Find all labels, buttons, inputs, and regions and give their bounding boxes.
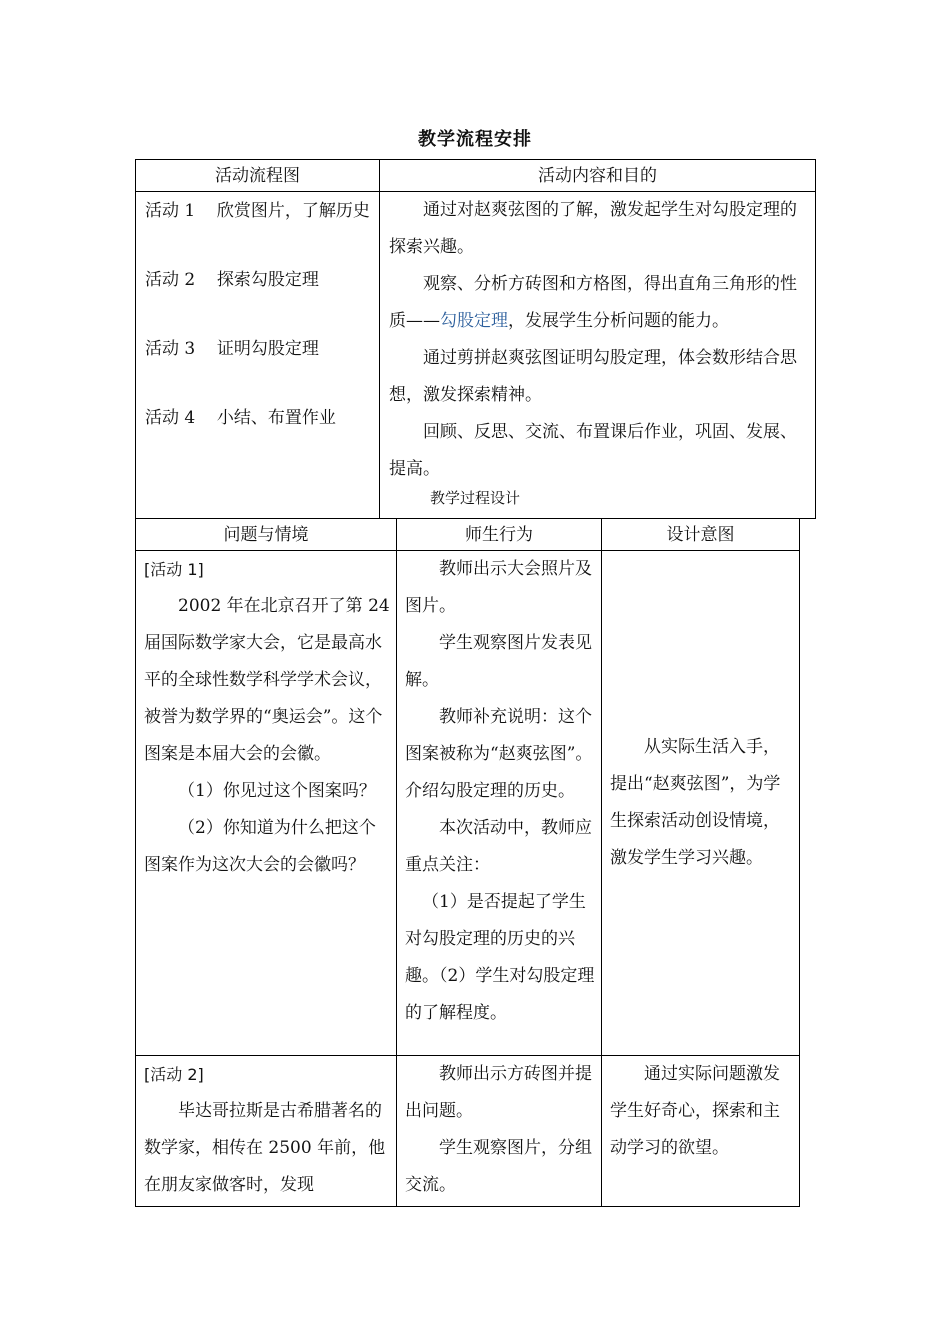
process-header-question: 问题与情境 — [136, 519, 397, 551]
activity-1-question-2: （2）你知道为什么把这个图案作为这次大会的会徽吗？ — [144, 818, 376, 875]
flow-header-chart: 活动流程图 — [136, 160, 380, 192]
flow-content-p4: 回顾、反思、交流、布置课后作业，巩固、发展、提高。 — [389, 422, 797, 479]
activity-2-heading: [活动 2] — [144, 1065, 204, 1084]
flow-table — [135, 159, 816, 519]
activity-2-question-cell — [136, 1056, 397, 1207]
section-subtitle: 教学过程设计 — [429, 489, 520, 507]
activity-1-behavior-5: （1）是否提起了学生对勾股定理的历史的兴趣。（2）学生对勾股定理的了解程度。 — [405, 892, 595, 1023]
flow-activities-cell — [136, 192, 380, 519]
process-table — [135, 518, 800, 1207]
activity-2-intent-cell — [602, 1056, 800, 1207]
flow-content-p3: 通过剪拼赵爽弦图证明勾股定理，体会数形结合思想，激发探索精神。 — [389, 348, 797, 405]
pythagorean-theorem-link[interactable]: 勾股定理 — [440, 311, 508, 331]
page-title: 教学流程安排 — [418, 129, 532, 150]
flow-content-cell — [380, 192, 816, 519]
flow-content-p1: 通过对赵爽弦图的了解，激发起学生对勾股定理的探索兴趣。 — [389, 200, 797, 257]
activity-1-behavior-3: 教师补充说明：这个图案被称为“赵爽弦图”。介绍勾股定理的历史。 — [405, 707, 593, 801]
activity-1-behavior-1: 教师出示大会照片及图片。 — [405, 559, 592, 616]
activity-1-question-cell — [136, 551, 397, 1056]
activity-1-intent-cell — [602, 551, 800, 1056]
activity-1-heading: [活动 1] — [144, 560, 204, 579]
activity-2-behavior-cell — [397, 1056, 602, 1207]
table-row — [136, 551, 800, 1056]
table-row — [136, 1056, 800, 1207]
flow-header-content: 活动内容和目的 — [380, 160, 816, 192]
flow-activity-1: 活动 1 欣赏图片，了解历史 — [145, 201, 370, 221]
flow-activity-4: 活动 4 小结、布置作业 — [145, 408, 336, 428]
activity-1-behavior-4: 本次活动中，教师应重点关注： — [405, 818, 592, 875]
activity-2-question-text: 毕达哥拉斯是古希腊著名的数学家，相传在 2500 年前，他在朋友家做客时，发现 — [144, 1101, 386, 1195]
flow-activity-2: 活动 2 探索勾股定理 — [145, 270, 319, 290]
flow-activity-3: 活动 3 证明勾股定理 — [145, 339, 319, 359]
activity-1-behavior-2: 学生观察图片发表见解。 — [405, 633, 592, 690]
process-header-intent: 设计意图 — [602, 519, 800, 551]
activity-2-behavior-2: 学生观察图片，分组交流。 — [405, 1138, 592, 1195]
activity-1-intent: 从实际生活入手，提出“赵爽弦图”，为学生探索活动创设情境，激发学生学习兴趣。 — [610, 737, 781, 868]
activity-1-question-text: 2002 年在北京召开了第 24 届国际数学家大会，它是最高水平的全球性数学科学学术会议，被誉为数学界的“奥运会”。这个图案是本届大会的会徽。 — [144, 596, 390, 764]
activity-1-behavior-cell — [397, 551, 602, 1056]
activity-2-behavior-1: 教师出示方砖图并提出问题。 — [405, 1064, 592, 1121]
activity-2-intent: 通过实际问题激发学生好奇心，探索和主动学习的欲望。 — [610, 1064, 780, 1158]
process-header-behavior: 师生行为 — [397, 519, 602, 551]
flow-content-p2: 观察、分析方砖图和方格图，得出直角三角形的性质——勾股定理，发展学生分析问题的能力。 — [389, 274, 797, 331]
activity-1-question-1: （1）你见过这个图案吗？ — [178, 781, 376, 801]
